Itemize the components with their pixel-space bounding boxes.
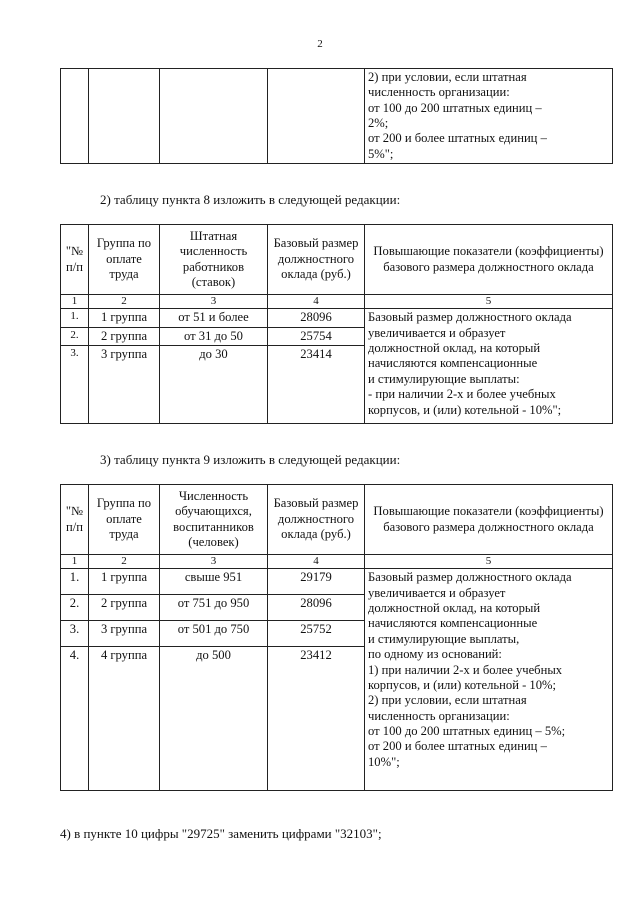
row-group: 1 группа [89, 569, 160, 595]
coef-line: - при наличии 2-х и более учебных [368, 387, 556, 402]
header-coef: Повышающие показатели (коэффициенты) базового размера должностного оклада [365, 485, 613, 555]
cont-line: численность организации: [368, 85, 510, 100]
coef-line: должностной оклад, на который [368, 341, 541, 356]
coef-line: Базовый размер должностного оклада [368, 570, 572, 585]
coef-line: начисляются компенсационные [368, 356, 538, 371]
row-group: 3 группа [89, 346, 160, 424]
paragraph-table9: 3) таблицу пункта 9 изложить в следующей редакции: [100, 452, 401, 467]
row-salary: 29179 [268, 569, 365, 595]
coef-line: начисляются компенсационные [368, 616, 538, 631]
colnum: 5 [365, 295, 613, 309]
coef-line: численность организации: [368, 708, 510, 723]
header-staff: Штатная численность работников (ставок) [160, 225, 268, 295]
row-group: 2 группа [89, 327, 160, 345]
row-group: 3 группа [89, 621, 160, 647]
row-num: 2. [61, 595, 89, 621]
colnum: 5 [365, 555, 613, 569]
paragraph-table8: 2) таблицу пункта 8 изложить в следующей редакции: [100, 192, 401, 207]
row-students: до 500 [160, 647, 268, 791]
row-num: 4. [61, 647, 89, 791]
coef-line: корпусов, и (или) котельной - 10%; [368, 677, 557, 692]
colnum: 3 [160, 295, 268, 309]
coef-line: по одному из оснований: [368, 647, 502, 662]
row-group: 4 группа [89, 647, 160, 791]
header-num: "№ п/п [61, 485, 89, 555]
row-staff: от 51 и более [160, 309, 268, 327]
cont-cell-3 [160, 69, 268, 164]
header-group: Группа по оплате труда [89, 485, 160, 555]
row-group: 2 группа [89, 595, 160, 621]
row-num: 2. [61, 327, 89, 345]
row-salary: 23412 [268, 647, 365, 791]
coef-line: 10%"; [368, 754, 400, 769]
row-num: 1. [61, 309, 89, 327]
row-num: 3. [61, 346, 89, 424]
row-group: 1 группа [89, 309, 160, 327]
row-salary: 25754 [268, 327, 365, 345]
continuation-table [60, 68, 613, 164]
coef-line: увеличивается и образует [368, 585, 506, 600]
row-students: от 751 до 950 [160, 595, 268, 621]
row-salary: 25752 [268, 621, 365, 647]
cont-coef-cell [365, 69, 613, 164]
header-coef: Повышающие показатели (коэффициенты) базового размера должностного оклада [365, 225, 613, 295]
colnum: 2 [89, 295, 160, 309]
coef-line: 1) при наличии 2-х и более учебных [368, 662, 563, 677]
colnum: 4 [268, 295, 365, 309]
cont-cell-1 [61, 69, 89, 164]
header-students: Численность обучающихся, воспитанников (человек) [160, 485, 268, 555]
cont-line: 2) при условии, если штатная [368, 70, 527, 84]
table-row [61, 309, 613, 327]
cont-line: 5%"; [368, 146, 394, 161]
coef-line: от 100 до 200 штатных единиц – 5%; [368, 724, 566, 738]
row-students: от 501 до 750 [160, 621, 268, 647]
row-staff: от 31 до 50 [160, 327, 268, 345]
row-salary: 28096 [268, 309, 365, 327]
coef-line: должностной оклад, на который [368, 601, 541, 616]
header-salary: Базовый размер должностного оклада (руб.) [268, 485, 365, 555]
coef-line: увеличивается и образует [368, 325, 506, 340]
cont-line: 2%; [368, 116, 389, 131]
coef-line: от 200 и более штатных единиц – [368, 739, 547, 754]
row-salary: 23414 [268, 346, 365, 424]
colnum: 2 [89, 555, 160, 569]
coef-line: корпусов, и (или) котельной - 10%"; [368, 402, 562, 417]
coef-cell [365, 569, 613, 791]
coef-line: 2) при условии, если штатная [368, 693, 527, 708]
row-staff: до 30 [160, 346, 268, 424]
row-num: 1. [61, 569, 89, 595]
header-salary: Базовый размер должностного оклада (руб.) [268, 225, 365, 295]
colnum: 3 [160, 555, 268, 569]
colnum: 1 [61, 555, 89, 569]
coef-cell [365, 309, 613, 424]
cont-line: от 100 до 200 штатных единиц – [368, 100, 542, 115]
colnum: 4 [268, 555, 365, 569]
cont-cell-4 [268, 69, 365, 164]
coef-line: Базовый размер должностного оклада [368, 310, 572, 325]
row-num: 3. [61, 621, 89, 647]
header-num: "№ п/п [61, 225, 89, 295]
page-number: 2 [317, 38, 323, 50]
table-item9 [60, 484, 613, 791]
coef-line: и стимулирующие выплаты, [368, 631, 520, 646]
cont-cell-2 [89, 69, 160, 164]
row-salary: 28096 [268, 595, 365, 621]
coef-line: и стимулирующие выплаты: [368, 371, 520, 386]
colnum: 1 [61, 295, 89, 309]
header-group: Группа по оплате труда [89, 225, 160, 295]
table-item8 [60, 224, 613, 424]
cont-line: от 200 и более штатных единиц – [368, 131, 547, 146]
paragraph-item10: 4) в пункте 10 цифры "29725" заменить цифрами "32103"; [60, 826, 382, 841]
row-students: свыше 951 [160, 569, 268, 595]
table-row [61, 569, 613, 595]
